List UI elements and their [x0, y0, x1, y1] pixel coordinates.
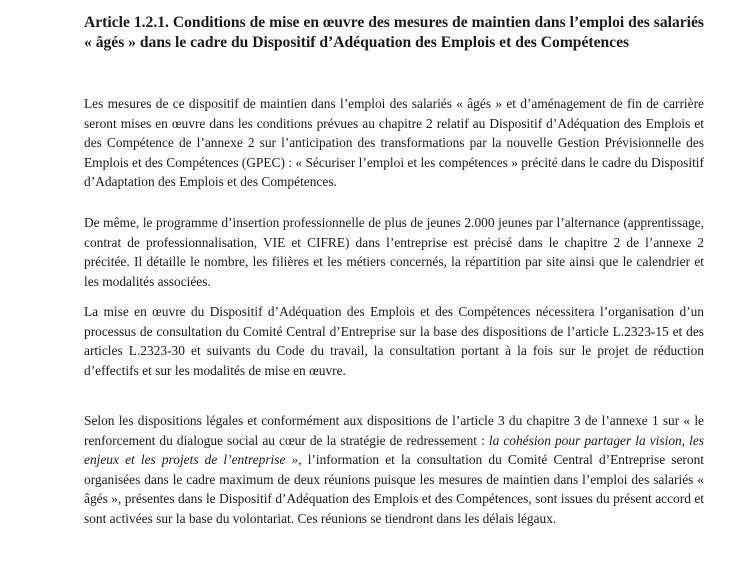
article-heading: Article 1.2.1. Conditions de mise en œuvre des mesures de maintien dans l’emploi des salariés « âgés » dans le cadre du Dispositif d’Adéquation des Emplois et des Compétences	[84, 14, 704, 51]
paragraph-4	[84, 411, 704, 529]
paragraph-2: De même, le programme d’insertion professionnelle de plus de jeunes 2.000 jeunes par l’alternance (apprentissage, contrat de professionnalisation, VIE et CIFRE) dans l’entreprise est précisé dans le chapitre 2 de l’annexe 2 précitée. Il détaille le nombre, les filières et les métiers concernés, la répartition par site ainsi que le calendrier et les modalités associées.	[84, 215, 704, 289]
paragraph-4-text-start: Selon les dispositions légales et conformément aux dispositions de l’article 3 du chapitre 3 de l’annexe 1 sur « le renforcement du dialogue social au cœur de la stratégie de redressement :	[84, 413, 704, 448]
paragraph-4-italic-quote: la cohésion pour partager la vision, les enjeux et les projets de l’entreprise »	[84, 432, 704, 468]
paragraph-3: La mise en œuvre du Dispositif d’Adéquation des Emplois et des Compétences nécessitera l’organisation d’un processus de consultation du Comité Central d’Entreprise sur la base des dispositions de l’article L.2323-15 et des articles L.2323-30 et suivants du Code du travail, la consultation portant à la fois sur le projet de réduction d’effectifs et sur les modalités de mise en œuvre.	[84, 304, 704, 378]
paragraph-1: Les mesures de ce dispositif de maintien dans l’emploi des salariés « âgés » et d’aménagement de fin de carrière seront mises en œuvre dans les conditions prévues au chapitre 2 relatif au Dispositif d’Adéquation des Emplois et des Compétence de l’annexe 2 sur l’anticipation des transformations par la nouvelle Gestion Prévisionnelle des Emplois et des Compétences (GPEC) : « Sécuriser l’emploi et les compétences » précité dans le cadre du Dispositif d’Adaptation des Emplois et des Compétences.	[84, 96, 704, 190]
paragraph-4-text-end: , l’information et la consultation du Comité Central d’Entreprise seront organisées dans le cadre maximum de deux réunions puisque les mesures de maintien dans l’emploi des salariés « âgés », présentes dans le Dispositif d’Adéquation des Emplois et des Compétences, sont issues du présent accord et sont activées sur la base du volontariat. Ces réunions se tiendront dans les délais légaux.	[84, 452, 705, 526]
